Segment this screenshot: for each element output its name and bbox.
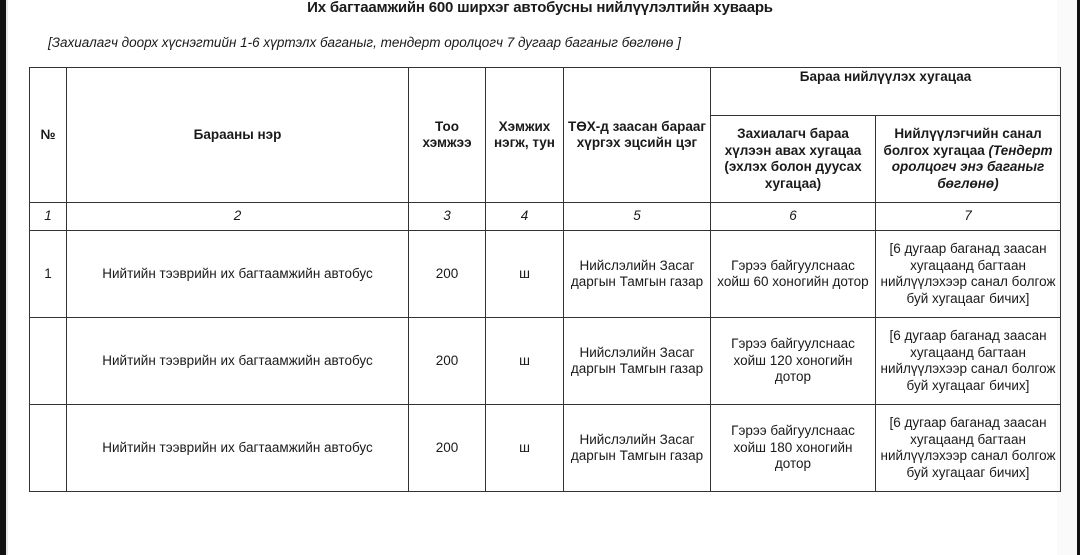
cell-name: Нийтийн тээврийн их багтаамжийн автобус — [67, 318, 409, 405]
cell-qty: 200 — [409, 405, 486, 492]
cell-supplier-period[interactable]: [6 дугаар баганад заасан хугацаанд багтаан нийлүүлэхээр санал болгож буй хугацааг бичих] — [876, 405, 1061, 492]
cell-buyer-period: Гэрээ байгуулснаас хойш 180 хоногийн дотор — [711, 405, 876, 492]
header-destination: ТӨХ-д заасан барааг хүргэх эцсийн цэг — [564, 68, 711, 203]
cell-unit: ш — [486, 231, 564, 318]
header-qty: Тоо хэмжээ — [409, 68, 486, 203]
document-instruction: [Захиалагч доорх хүснэгтийн 1-6 хүртэлх баганыг, тендерт оролцогч 7 дугаар баганыг бөглөнө ] — [48, 35, 681, 50]
delivery-schedule-table — [29, 67, 1061, 492]
cell-destination: Нийслэлийн Засаг даргын Тамгын газар — [564, 231, 711, 318]
cell-qty: 200 — [409, 318, 486, 405]
cell-unit: ш — [486, 405, 564, 492]
header-row-1 — [30, 68, 1061, 116]
cell-supplier-period[interactable]: [6 дугаар баганад заасан хугацаанд багтаан нийлүүлэхээр санал болгож буй хугацааг бичих] — [876, 318, 1061, 405]
cell-name: Нийтийн тээврийн их багтаамжийн автобус — [67, 231, 409, 318]
column-number: 5 — [564, 203, 711, 231]
cell-name: Нийтийн тээврийн их багтаамжийн автобус — [67, 405, 409, 492]
header-delivery-group: Бараа нийлүүлэх хугацаа — [711, 68, 1061, 116]
header-no: № — [30, 68, 67, 203]
header-supplier-period — [876, 116, 1061, 203]
column-number: 6 — [711, 203, 876, 231]
header-unit: Хэмжих нэгж, тун — [486, 68, 564, 203]
table-row — [30, 405, 1061, 492]
cell-buyer-period: Гэрээ байгуулснаас хойш 60 хоногийн дотор — [711, 231, 876, 318]
header-buyer-period: Захиалагч бараа хүлээн авах хугацаа (эхлэх болон дуусах хугацаа) — [711, 116, 876, 203]
document-title: Их багтаамжийн 600 ширхэг автобусны нийлүүлэлтийн хуваарь — [307, 0, 773, 16]
column-number: 3 — [409, 203, 486, 231]
cell-destination: Нийслэлийн Засаг даргын Тамгын газар — [564, 318, 711, 405]
header-supplier-period-note: (Тендерт оролцогч энэ баганыг бөглөнө) — [891, 142, 1053, 191]
cell-no — [30, 405, 67, 492]
table-row — [30, 231, 1061, 318]
cell-unit: ш — [486, 318, 564, 405]
column-number: 7 — [876, 203, 1061, 231]
cell-supplier-period[interactable]: [6 дугаар баганад заасан хугацаанд багтаан нийлүүлэхээр санал болгож буй хугацааг бичих] — [876, 231, 1061, 318]
cell-no — [30, 318, 67, 405]
cell-destination: Нийслэлийн Засаг даргын Тамгын газар — [564, 405, 711, 492]
column-number: 1 — [30, 203, 67, 231]
header-name: Барааны нэр — [67, 68, 409, 203]
cell-qty: 200 — [409, 231, 486, 318]
header-supplier-period-main: Нийлүүлэгчийн санал болгох хугацаа — [883, 126, 1042, 158]
cell-buyer-period: Гэрээ байгуулснаас хойш 120 хоногийн дотор — [711, 318, 876, 405]
column-number: 2 — [67, 203, 409, 231]
left-frame-shadow — [6, 0, 8, 555]
column-number-row — [30, 203, 1061, 231]
cell-no: 1 — [30, 231, 67, 318]
column-number: 4 — [486, 203, 564, 231]
table-row — [30, 318, 1061, 405]
